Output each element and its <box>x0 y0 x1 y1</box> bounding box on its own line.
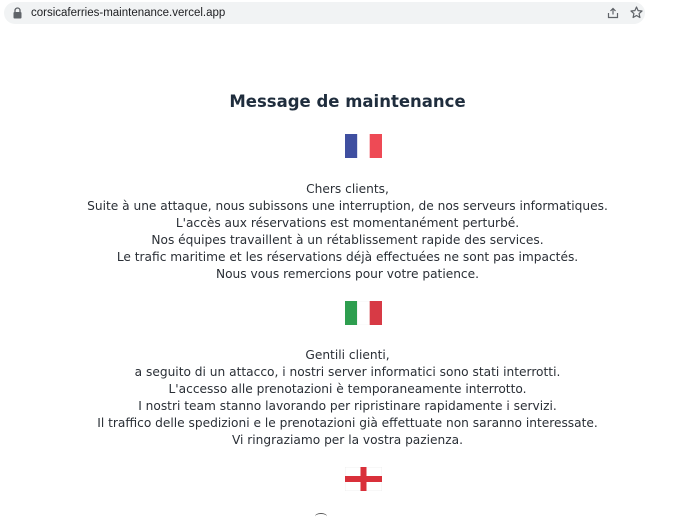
england-flag-icon <box>345 467 382 491</box>
french-line: Nos équipes travaillent à un rétablissement rapide des services. <box>151 233 544 247</box>
french-line: Le trafic maritime et les réservations déjà effectuées ne sont pas impactés. <box>116 250 579 264</box>
italian-line: Vi ringraziamo per la vostra pazienza. <box>231 433 464 447</box>
italian-line: a seguito di un attacco, i nostri server informatici sono stati interrotti. <box>134 365 561 379</box>
french-line: Nous vous remercions pour votre patience. <box>215 267 479 281</box>
italian-line: I nostri team stanno lavorando per ripristinare rapidamente i servizi. <box>138 399 557 413</box>
french-line: Chers clients, <box>306 182 389 196</box>
url-text[interactable]: corsicaferries-maintenance.vercel.app <box>31 7 226 19</box>
france-flag-icon <box>345 134 382 158</box>
bookmark-star-icon[interactable] <box>630 6 643 19</box>
italian-line: Gentili clienti, <box>305 348 390 362</box>
maintenance-page <box>0 27 695 517</box>
french-message <box>0 181 695 283</box>
italian-line: Il traffico delle spedizioni e le prenotazioni già effettuate non saranno interessate. <box>97 416 598 430</box>
italian-line: L'accesso alle prenotazioni è temporaneamente interrotto. <box>168 382 527 396</box>
french-line: L'accès aux réservations est momentanément perturbé. <box>175 216 520 230</box>
italian-message <box>0 347 695 449</box>
french-line: Suite à une attaque, nous subissons une interruption, de nos serveurs informatiques. <box>87 199 608 213</box>
browser-toolbar <box>0 0 695 27</box>
share-icon[interactable] <box>607 7 619 19</box>
lock-icon[interactable] <box>13 7 22 19</box>
italy-flag-icon <box>345 301 382 325</box>
page-title: Message de maintenance <box>229 92 466 111</box>
address-bar[interactable] <box>4 2 645 24</box>
